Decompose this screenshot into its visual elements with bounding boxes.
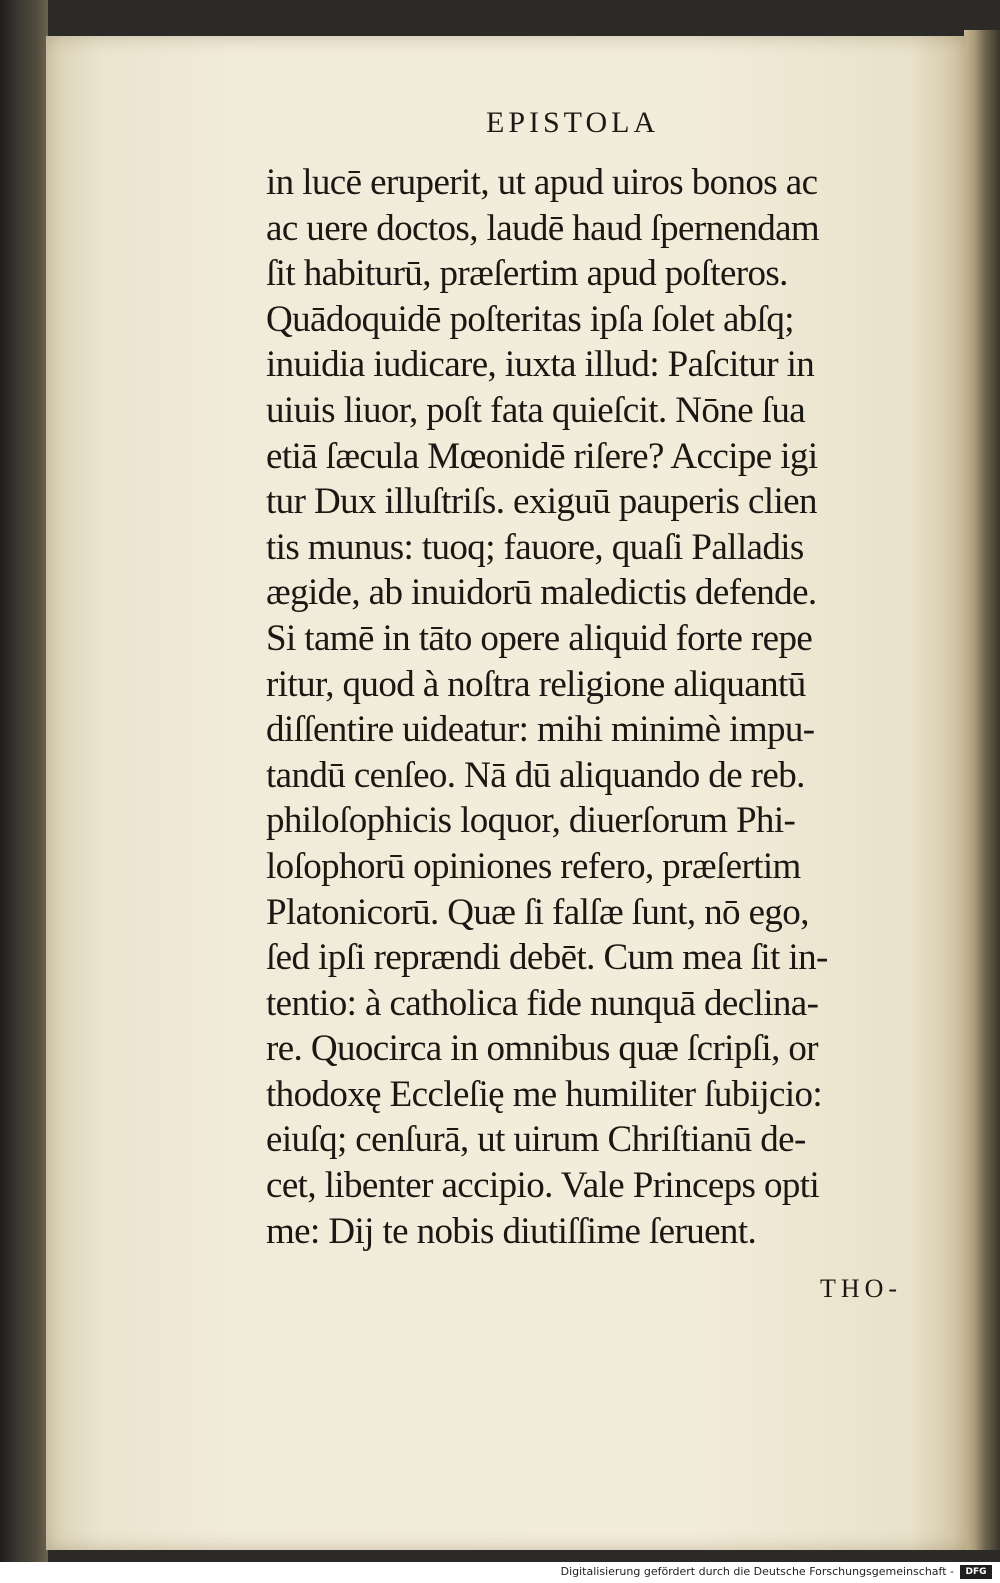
text-line: cet, libenter accipio. Vale Princeps opti	[266, 1165, 820, 1207]
text-line: me: Dij te nobis diutiſſime ſeruent.	[266, 1210, 757, 1252]
book-binding	[0, 0, 48, 1562]
dfg-logo: DFG	[960, 1565, 992, 1579]
text-line: eiuſq; cenſurā, ut uirum Chriſtianū de-	[266, 1119, 806, 1161]
text-line: ægide, ab inuidorū maledictis defende.	[266, 572, 817, 614]
text-line: Si tamē in tāto opere aliquid forte repe	[266, 617, 813, 659]
text-line: ac uere doctos, laudē haud ſpernendam	[266, 207, 820, 249]
text-line: tentio: à catholica fide nunquā declina-	[266, 982, 819, 1024]
funding-credit: Digitalisierung gefördert durch die Deutsche Forschungsgemeinschaft -	[560, 1565, 954, 1578]
text-line: diſſentire uideatur: mihi minimè impu-	[266, 709, 815, 751]
text-line: ritur, quod à noſtra religione aliquantū	[266, 663, 806, 705]
text-line: philoſophicis loquor, diuerſorum Phi-	[266, 800, 796, 842]
text-line: tis munus: tuoq; fauore, quaſi Palladis	[266, 526, 804, 568]
text-line: tandū cenſeo. Nā dū aliquando de reb.	[266, 754, 805, 796]
text-line: etiā ſæcula Mœonidē riſere? Accipe igi	[266, 435, 818, 477]
text-line: Platonicorū. Quæ ſi falſæ ſunt, nō ego,	[266, 891, 809, 933]
text-line: Quādoquidē poſteritas ipſa ſolet abſq;	[266, 298, 794, 340]
text-block	[266, 160, 936, 1254]
text-line: inuidia iudicare, iuxta illud: Paſcitur in	[266, 344, 815, 386]
text-line: tur Dux illuſtriſs. exiguū pauperis clien	[266, 481, 817, 523]
text-line: re. Quocirca in omnibus quæ ſcripſi, or	[266, 1028, 819, 1070]
footer-bar	[0, 1562, 1000, 1583]
text-line: ſit habiturū, præſertim apud poſteros.	[266, 253, 788, 295]
text-line: in lucē eruperit, ut apud uiros bonos ac	[266, 162, 818, 203]
text-line: uiuis liuor, poſt fata quieſcit. Nōne ſua	[266, 389, 806, 431]
catchword: THO-	[820, 1274, 903, 1303]
running-head: EPISTOLA	[486, 106, 660, 139]
text-line: ſed ipſi reprændi debēt. Cum mea ſit in-	[266, 937, 828, 979]
text-line: loſophorū opiniones refero, præſertim	[266, 845, 801, 887]
page-fore-edge	[964, 30, 1000, 1550]
text-line: thodoxę Eccleſię me humiliter ſubijcio:	[266, 1073, 823, 1115]
